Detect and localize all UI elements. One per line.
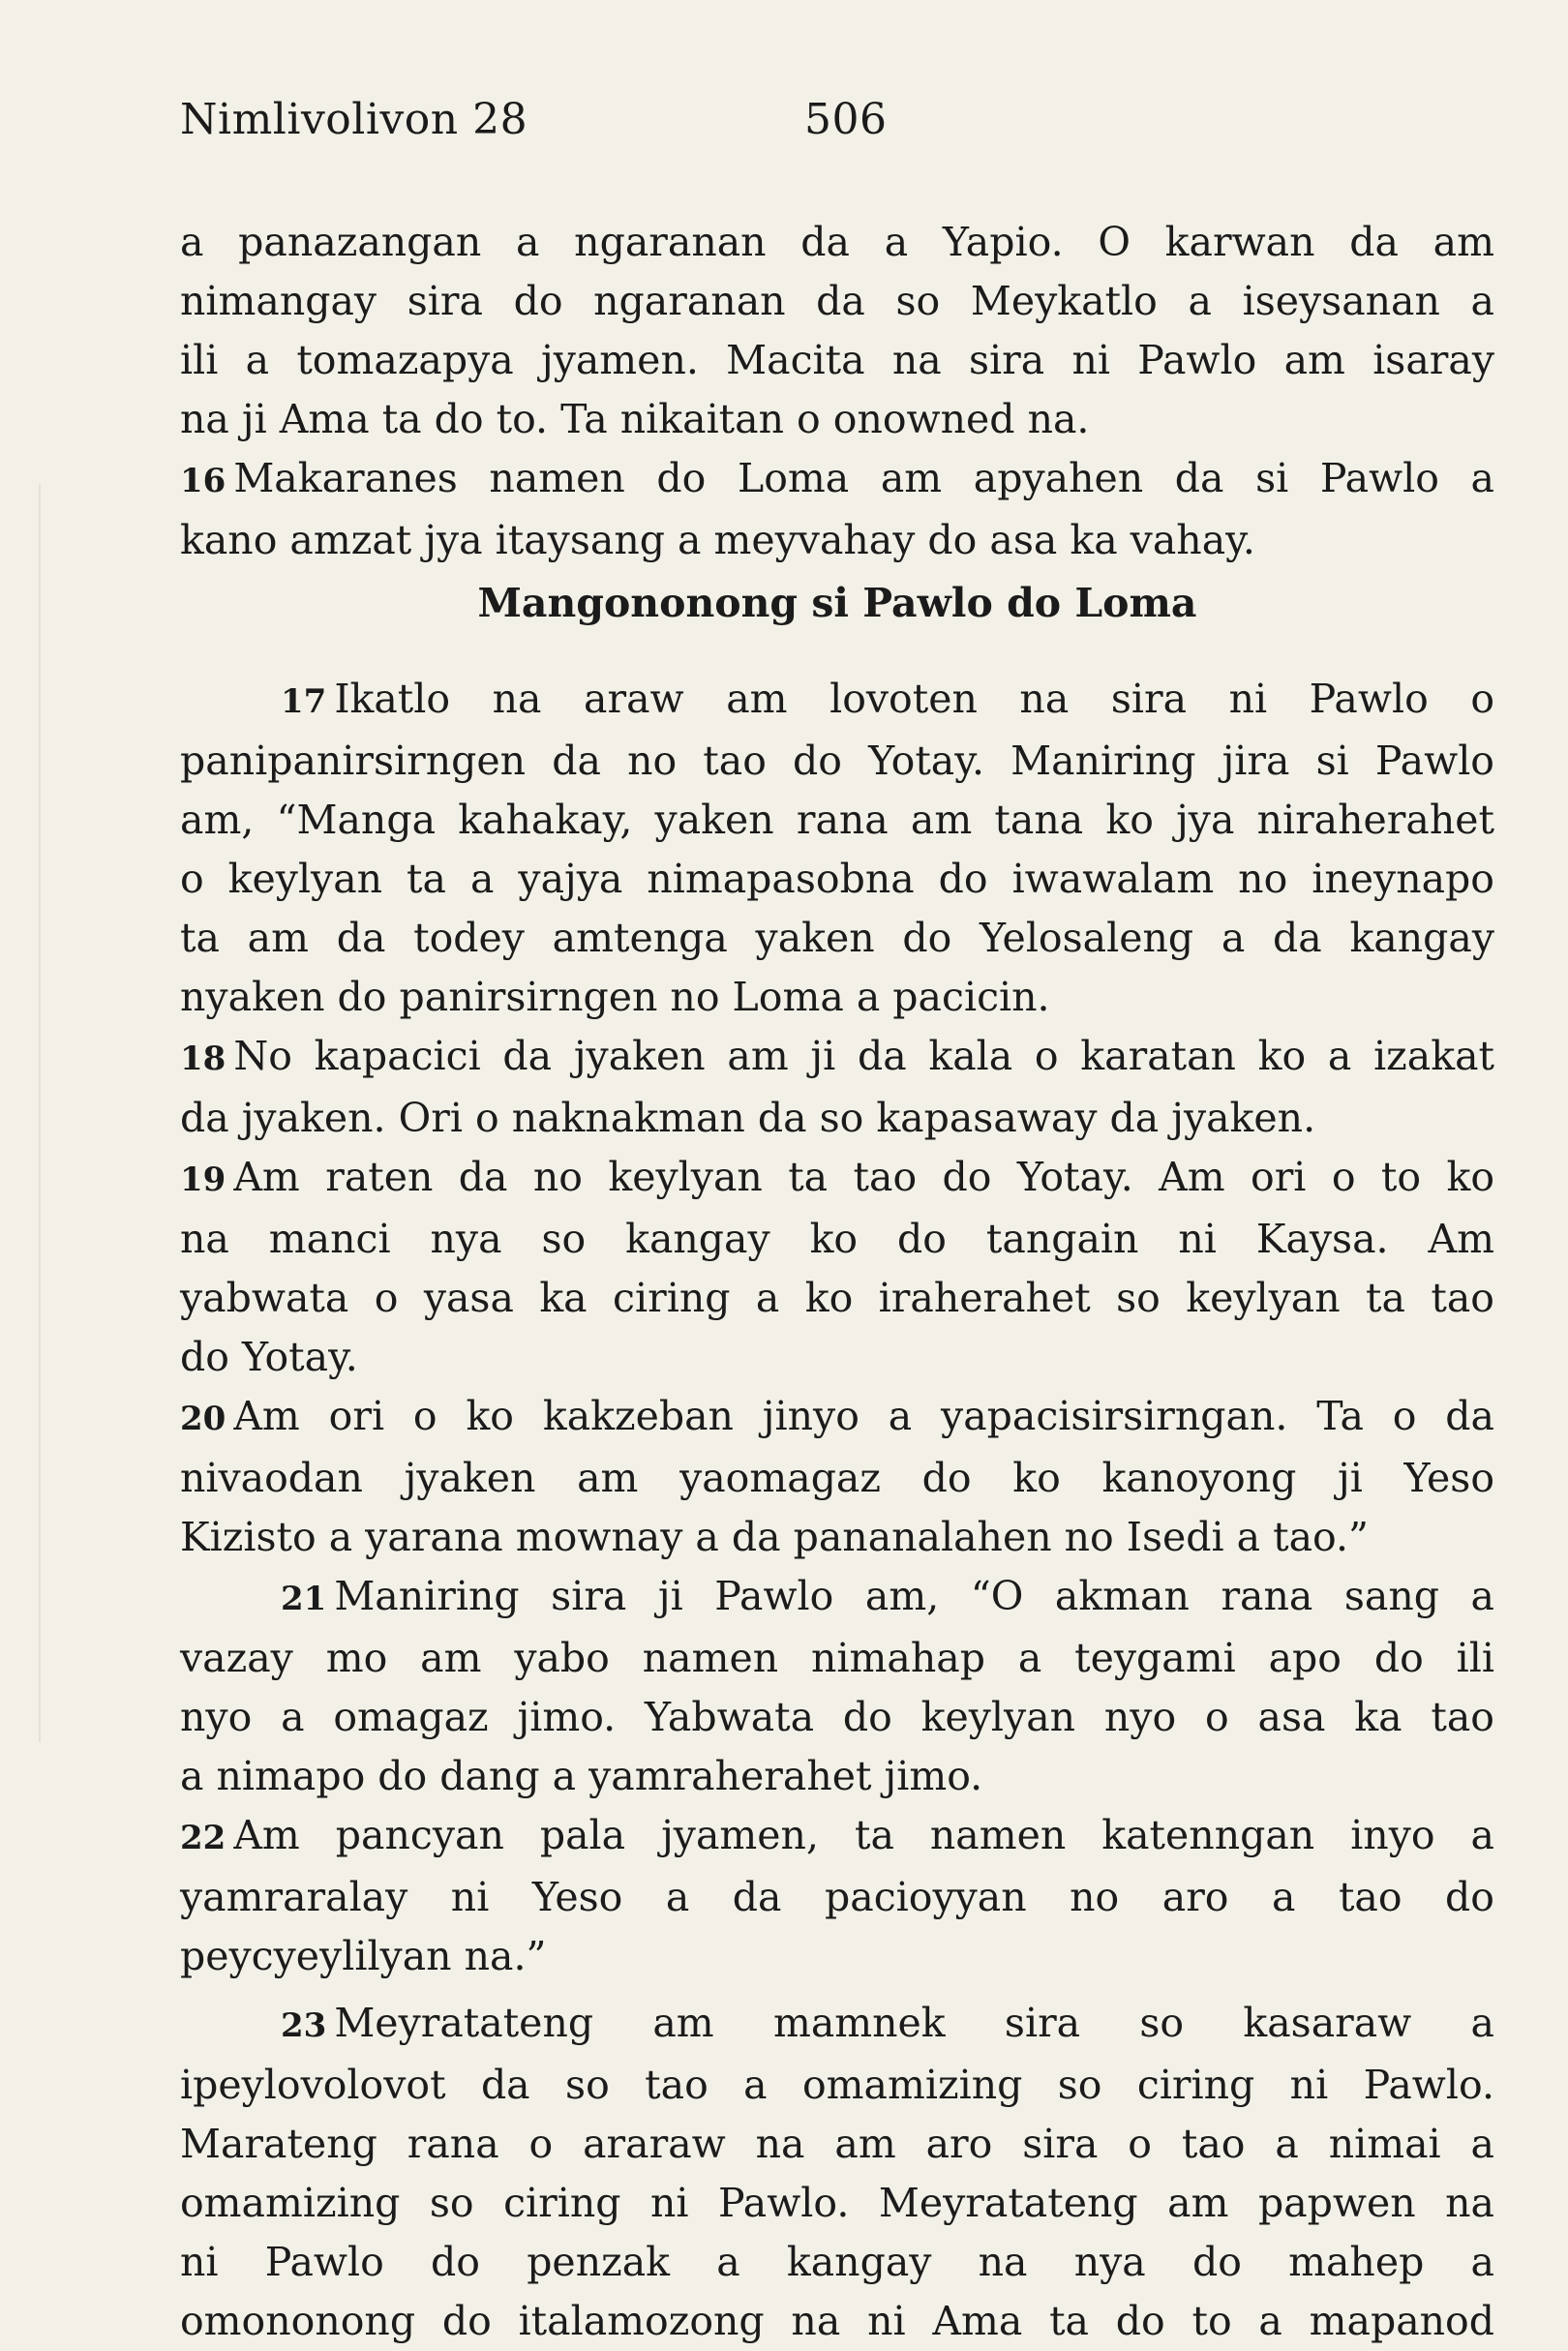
verse-number: 19 bbox=[180, 1160, 226, 1199]
text-line: 23 Meyratateng am mamnek sira so kasaraw a bbox=[281, 2000, 1494, 2046]
text-line: nyo a omagaz jimo. Yabwata do keylyan nyo o asa ka tao bbox=[180, 1694, 1494, 1740]
page-fold-shadow bbox=[39, 484, 41, 1742]
text-line: omamizing so ciring ni Pawlo. Meyratateng am papwen na bbox=[180, 2180, 1494, 2226]
text-line: nivaodan jyaken am yaomagaz do ko kanoyong ji Yeso bbox=[180, 1455, 1494, 1501]
text-line: nimangay sira do ngaranan da so Meykatlo a iseysanan a bbox=[180, 278, 1494, 324]
text-line: 19 Am raten da no keylyan ta tao do Yotay. Am ori o to ko bbox=[180, 1154, 1494, 1200]
text-line: omononong do italamozong na ni Ama ta do to a mapanod bbox=[180, 2298, 1494, 2344]
text-line: kano amzat jya itaysang a meyvahay do asa ka vahay. bbox=[180, 517, 1255, 563]
paragraph-verse-16 bbox=[180, 449, 1494, 570]
paragraph-verse-22 bbox=[180, 1806, 1494, 1986]
paragraph-verse-20 bbox=[180, 1387, 1494, 1567]
verse-number: 16 bbox=[180, 462, 226, 500]
text-line: da jyaken. Ori o naknakman da so kapasaway da jyaken. bbox=[180, 1095, 1316, 1141]
text-line: 18 No kapacici da jyaken am ji da kala o karatan ko a izakat bbox=[180, 1033, 1494, 1079]
paragraph-verse-18 bbox=[180, 1027, 1494, 1148]
text-line: o keylyan ta a yajya nimapasobna do iwawalam no ineynapo bbox=[180, 856, 1494, 902]
paragraph-verse-23 bbox=[180, 1994, 1494, 2351]
text-line: peycyeylilyan na.” bbox=[180, 1933, 547, 1979]
verse-number: 22 bbox=[180, 1819, 226, 1857]
page-header bbox=[180, 95, 1496, 153]
text-line: yamraralay ni Yeso a da pacioyyan no aro a tao do bbox=[180, 1874, 1494, 1920]
text-line: Kizisto a yarana mownay a da pananalahen no Isedi a tao.” bbox=[180, 1514, 1370, 1560]
text-line: 20 Am ori o ko kakzeban jinyo a yapacisirsirngan. Ta o da bbox=[180, 1393, 1494, 1439]
text-line: 17 Ikatlo na araw am lovoten na sira ni Pawlo o bbox=[281, 676, 1494, 722]
paragraph-verse-17 bbox=[180, 670, 1494, 1027]
text-line: ta am da todey amtenga yaken do Yelosaleng a da kangay bbox=[180, 915, 1494, 961]
text-line: a nimapo do dang a yamraherahet jimo. bbox=[180, 1753, 983, 1799]
scripture-text bbox=[180, 213, 1494, 2351]
paragraph-verse-19 bbox=[180, 1148, 1494, 1387]
verse-number: 17 bbox=[281, 682, 327, 721]
text-line: vazay mo am yabo namen nimahap a teygami apo do ili bbox=[180, 1635, 1494, 1681]
text-line: ni Pawlo do penzak a kangay na nya do mahep a bbox=[180, 2239, 1494, 2285]
page-number: 506 bbox=[804, 95, 888, 144]
text-line: 16 Makaranes namen do Loma am apyahen da si Pawlo a bbox=[180, 455, 1494, 501]
verse-number: 21 bbox=[281, 1580, 327, 1618]
book-chapter-title: Nimlivolivon 28 bbox=[180, 95, 528, 144]
paragraph-15-cont bbox=[180, 213, 1494, 449]
text-line: ili a tomazapya jyamen. Macita na sira ni Pawlo am isaray bbox=[180, 337, 1494, 383]
verse-number: 20 bbox=[180, 1400, 226, 1438]
text-line: na manci nya so kangay ko do tangain ni Kaysa. Am bbox=[180, 1216, 1494, 1262]
text-line: ipeylovolovot da so tao a omamizing so ciring ni Pawlo. bbox=[180, 2062, 1494, 2108]
text-line: do Yotay. bbox=[180, 1334, 358, 1380]
text-line: a panazangan a ngaranan da a Yapio. O karwan da am bbox=[180, 219, 1494, 265]
text-line: nyaken do panirsirngen no Loma a pacicin. bbox=[180, 974, 1050, 1020]
text-line: Marateng rana o araraw na am aro sira o tao a nimai a bbox=[180, 2121, 1494, 2167]
text-line: na ji Ama ta do to. Ta nikaitan o onowned na. bbox=[180, 396, 1090, 442]
text-line: am, “Manga kahakay, yaken rana am tana ko jya niraherahet bbox=[180, 797, 1494, 843]
text-line: 22 Am pancyan pala jyamen, ta namen katenngan inyo a bbox=[180, 1812, 1494, 1858]
text-line: yabwata o yasa ka ciring a ko iraherahet so keylyan ta tao bbox=[180, 1275, 1494, 1321]
verse-number: 23 bbox=[281, 2006, 327, 2045]
text-line: panipanirsirngen da no tao do Yotay. Maniring jira si Pawlo bbox=[180, 738, 1494, 784]
text-line: 21 Maniring sira ji Pawlo am, “O akman rana sang a bbox=[281, 1573, 1494, 1619]
section-heading: Mangononong si Pawlo do Loma bbox=[477, 580, 1197, 626]
verse-number: 18 bbox=[180, 1040, 226, 1078]
paragraph-verse-21 bbox=[180, 1567, 1494, 1806]
